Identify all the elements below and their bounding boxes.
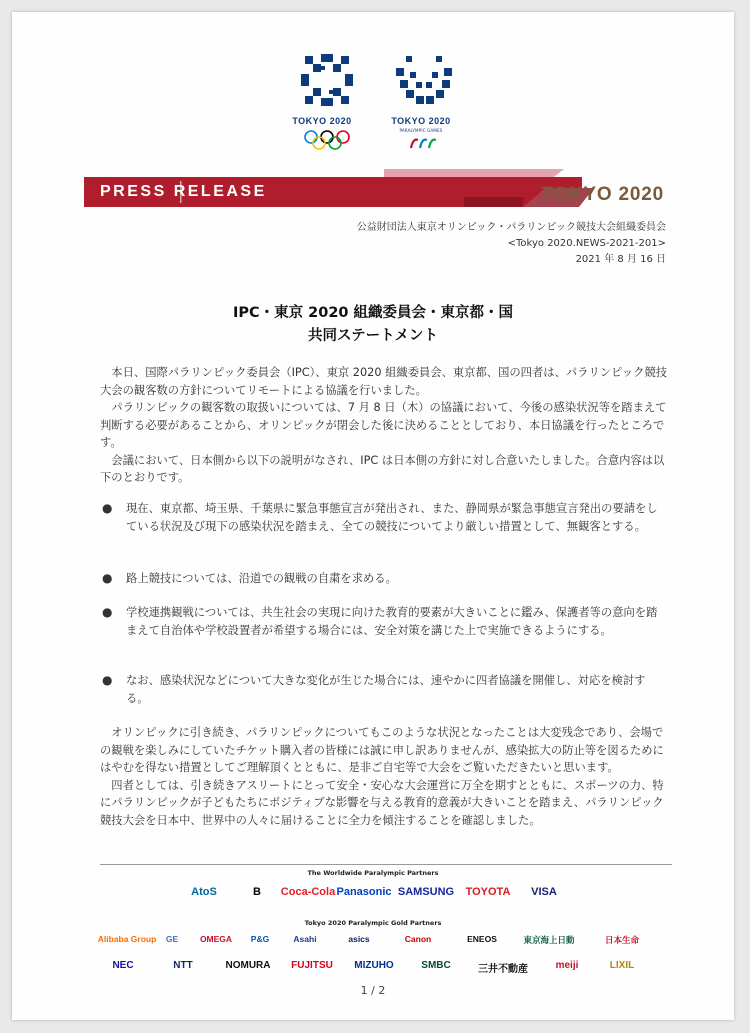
partner-logo: Panasonic xyxy=(336,886,392,898)
partner-logo: B xyxy=(253,886,261,898)
list-item xyxy=(100,570,668,588)
partner-logo: GE xyxy=(165,934,179,944)
partner-logo: VISA xyxy=(531,886,557,898)
partner-logo: 東京海上日動 xyxy=(523,935,575,945)
olympic-rings-icon xyxy=(302,130,352,150)
partner-logo: AtoS xyxy=(191,886,217,898)
document-title xyxy=(12,302,734,348)
partner-logo: Alibaba Group xyxy=(97,934,157,944)
list-item-text: 路上競技については、沿道での観戦の自粛を求める。 xyxy=(126,572,397,585)
worldwide-partner-logos xyxy=(12,886,734,906)
partner-logo: FUJITSU xyxy=(291,960,333,971)
partner-logo: LIXIL xyxy=(609,960,635,971)
partner-logo: ENEOS xyxy=(467,934,497,944)
list-item-text: 現在、東京都、埼玉県、千葉県に緊急事態宣言が発出され、また、静岡県が緊急事態宣言発出の要請をしている状況及び現下の感染状況を踏まえ、全ての競技についてより厳しい措置として、無観客とする。 xyxy=(126,502,658,533)
partner-logo: 日本生命 xyxy=(604,935,640,945)
paralympic-emblem xyxy=(394,50,474,110)
release-meta xyxy=(357,220,666,268)
paragraph: 四者としては、引き続きアスリートにとって安全・安心な大会運営に万全を期すとともに、スポーツの力、特にパラリンピックが子どもたちにポジティブな影響を与える教育的意義が大きいことを踏まえ、パラリンピック競技大会を日本中、世界中の人々に届けることに全力を傾注することを確認しました。 xyxy=(100,778,664,827)
bullet-icon: ● xyxy=(102,501,113,515)
partner-logo: NOMURA xyxy=(225,960,271,971)
partner-logo: SAMSUNG xyxy=(397,886,455,898)
section-divider xyxy=(100,864,672,865)
paragraph: 本日、国際パラリンピック委員会（IPC）、東京 2020 組織委員会、東京都、国の四者は、パラリンピック競技大会の観客数の方針についてリモートによる協議を行いました。 xyxy=(100,366,668,397)
page-number: 1 / 2 xyxy=(360,984,386,997)
bullet-icon: ● xyxy=(102,605,113,619)
closing-paragraphs xyxy=(100,724,668,829)
paralympic-sub-label: PARALYMPIC GAMES xyxy=(399,128,443,133)
gold-partner-logos-row-1 xyxy=(12,934,734,954)
partner-logo: MIZUHO xyxy=(354,960,394,971)
partner-logo: NEC xyxy=(112,960,134,971)
release-date: 2021 年 8 月 16 日 xyxy=(575,254,666,265)
agitos-icon xyxy=(408,136,438,150)
olympic-label: TOKYO 2020 xyxy=(292,116,352,126)
partner-logo: Coca-Cola xyxy=(280,886,336,898)
list-item xyxy=(100,500,668,535)
emblem-header xyxy=(12,12,734,172)
title-line-2: 共同ステートメント xyxy=(307,328,439,344)
partner-logo: 三井不動産 xyxy=(478,964,528,975)
partner-logo: Asahi xyxy=(293,934,317,944)
list-item-text: なお、感染状況などについて大きな変化が生じた場合には、速やかに四者協議を開催し、対応を検討する。 xyxy=(126,674,646,705)
paralympic-checkered-emblem-icon xyxy=(394,50,454,110)
press-release-page xyxy=(12,12,734,1020)
partner-logo: P&G xyxy=(250,934,270,944)
gold-partners-heading: Tokyo 2020 Paralympic Gold Partners xyxy=(304,919,442,927)
partner-logo: NTT xyxy=(173,960,193,971)
list-item xyxy=(100,604,668,639)
paragraph: オリンピックに引き続き、パラリンピックについてもこのような状況となったことは大変残念であり、会場での観戦を楽しみにしていたチケット購入者の皆様には誠に申し訳ありませんが、感染拡大の防止等を図るためにはやむを得ない措置としてご理解頂くとともに、是非ご自宅等で大会をご覧いただきたいと思います。 xyxy=(100,726,664,774)
partner-logo: OMEGA xyxy=(199,934,233,944)
paragraph: 会議において、日本側から以下の説明がなされ、IPC は日本側の方針に対し合意いたしました。合意内容は以下のとおりです。 xyxy=(100,453,665,484)
partner-logo: asics xyxy=(348,934,370,944)
intro-paragraphs xyxy=(100,364,668,487)
reference-number: <Tokyo 2020.NEWS-2021-201> xyxy=(507,238,666,249)
press-release-banner xyxy=(84,167,664,209)
list-item xyxy=(100,672,668,707)
worldwide-partners-heading: The Worldwide Paralympic Partners xyxy=(307,869,439,877)
partner-logo: meiji xyxy=(555,960,579,971)
tokyo-2020-brand: TOKYO 2020 xyxy=(541,184,664,205)
gold-partner-logos-row-2 xyxy=(12,960,734,980)
paragraph: パラリンピックの観客数の取扱いについては、7 月 8 日（木）の協議において、今後の感染状況等を踏まえて判断する必要があることから、オリンピックが閉会した後に決めることとしており、本日協議を行ったところです。 xyxy=(100,401,667,449)
list-item-text: 学校連携観戦については、共生社会の実現に向けた教育的要素が大きいことに鑑み、保護者等の意向を踏まえて自治体や学校設置者が希望する場合には、安全対策を講じた上で実施できるようにする。 xyxy=(126,606,658,637)
partner-logo: TOYOTA xyxy=(465,886,511,898)
partner-logo: Canon xyxy=(404,934,432,944)
bullet-icon: ● xyxy=(102,673,113,687)
organization-name: 公益財団法人東京オリンピック・パラリンピック競技大会組織委員会 xyxy=(356,222,666,233)
olympic-emblem xyxy=(297,50,377,110)
olympic-checkered-emblem-icon xyxy=(297,50,357,110)
partner-logo: SMBC xyxy=(421,960,451,971)
press-release-label: PRESS RELEASE xyxy=(100,183,267,200)
title-line-1: IPC・東京 2020 組織委員会・東京都・国 xyxy=(232,305,514,321)
paralympic-label: TOKYO 2020 xyxy=(391,116,451,126)
bullet-icon: ● xyxy=(102,571,113,585)
